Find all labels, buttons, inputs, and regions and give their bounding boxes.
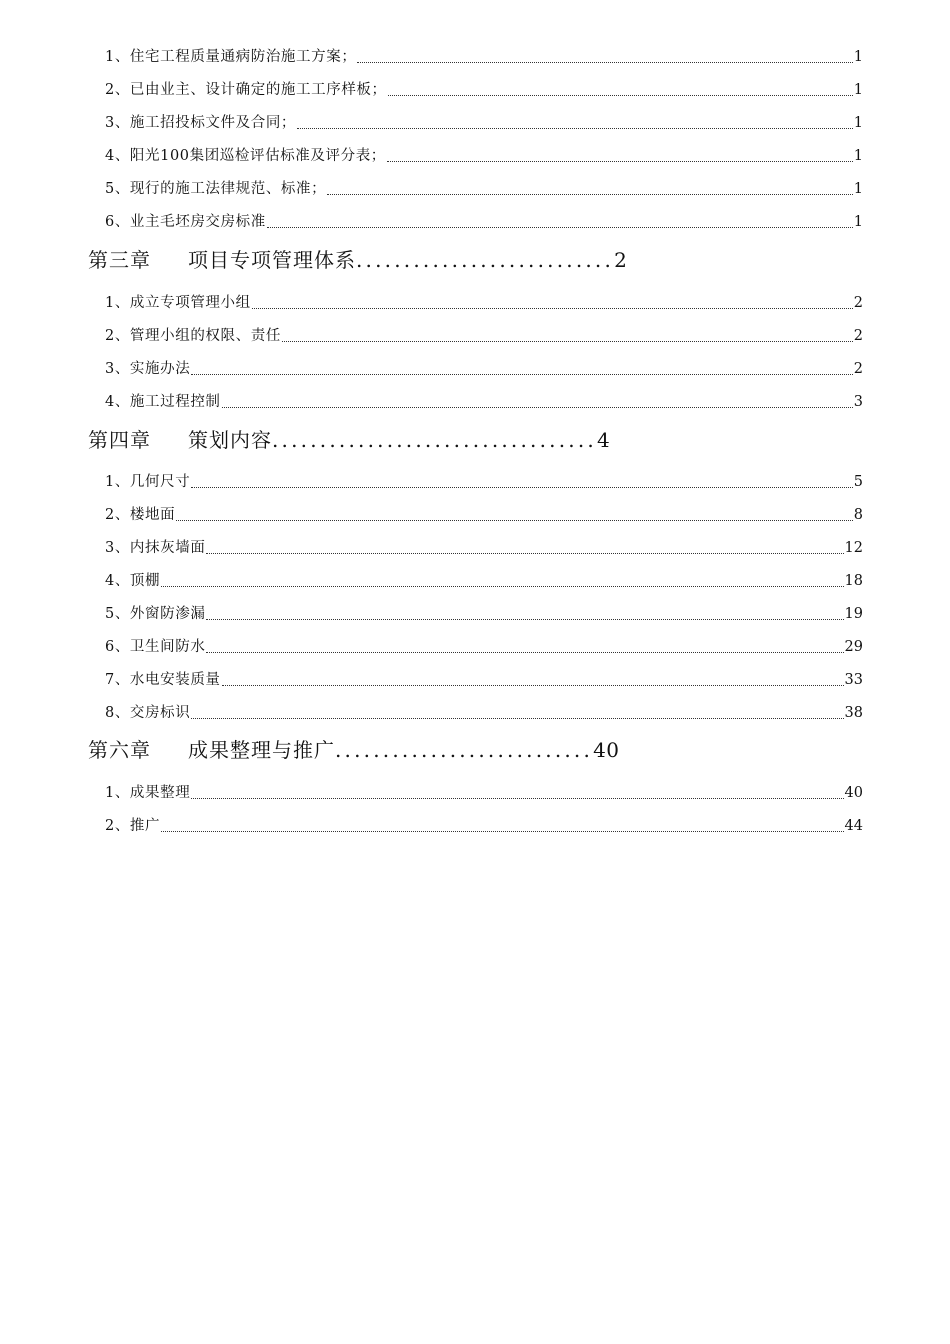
dot-leader	[297, 128, 853, 129]
toc-entry-page: 2	[853, 295, 863, 311]
toc-entry-label: 1、成立专项管理小组	[105, 295, 251, 311]
toc-entry-page: 19	[844, 606, 863, 622]
toc-entry-page: 29	[844, 639, 863, 655]
dot-leader	[206, 553, 843, 554]
chapter-title: 成果整理与推广	[188, 738, 335, 762]
toc-chapter-3[interactable]	[88, 243, 627, 273]
toc-entry-label: 3、实施办法	[105, 361, 191, 377]
toc-entry-label: 6、卫生间防水	[105, 639, 206, 655]
chapter-number: 第六章	[88, 738, 151, 762]
toc-entry-page: 5	[853, 474, 863, 490]
toc-entry[interactable]	[105, 779, 863, 803]
dot-leader	[357, 62, 852, 63]
chapter-page: 4	[596, 428, 611, 452]
toc-entry-label: 1、住宅工程质量通病防治施工方案；	[105, 49, 357, 65]
toc-entry[interactable]	[105, 388, 863, 412]
toc-entry-page: 2	[853, 361, 863, 377]
toc-entry-page: 1	[853, 148, 863, 164]
dot-leader	[176, 520, 853, 521]
dot-leader	[191, 374, 852, 375]
toc-entry-page: 1	[853, 115, 863, 131]
toc-entry-page: 1	[853, 49, 863, 65]
toc-entry[interactable]	[105, 142, 863, 166]
toc-entry-label: 2、推广	[105, 818, 161, 834]
chapter-number: 第三章	[88, 248, 151, 272]
toc-entry-label: 4、施工过程控制	[105, 394, 221, 410]
toc-entry[interactable]	[105, 322, 863, 346]
toc-entry-label: 8、交房标识	[105, 705, 191, 721]
dot-leader: ...........................	[356, 248, 615, 272]
dot-leader	[252, 308, 853, 309]
toc-entry-label: 3、施工招投标文件及合同；	[105, 115, 297, 131]
toc-entry-label: 2、楼地面	[105, 507, 176, 523]
toc-entry-label: 5、外窗防渗漏	[105, 606, 206, 622]
toc-entry-page: 12	[844, 540, 863, 556]
toc-entry[interactable]	[105, 468, 863, 492]
toc-entry[interactable]	[105, 43, 863, 67]
toc-entry-label: 5、现行的施工法律规范、标准；	[105, 181, 327, 197]
dot-leader	[222, 685, 844, 686]
chapter-page: 2	[614, 248, 628, 272]
dot-leader	[267, 227, 853, 228]
toc-entry[interactable]	[105, 109, 863, 133]
toc-entry-page: 1	[853, 181, 863, 197]
toc-entry-page: 3	[853, 394, 863, 410]
toc-entry-page: 8	[853, 507, 863, 523]
toc-entry-page: 44	[844, 818, 863, 834]
dot-leader	[222, 407, 853, 408]
toc-entry-label: 1、成果整理	[105, 785, 191, 801]
toc-entry[interactable]	[105, 567, 863, 591]
toc-entry-label: 2、已由业主、设计确定的施工工序样板；	[105, 82, 387, 98]
dot-leader	[191, 487, 852, 488]
toc-entry-label: 6、业主毛坯房交房标准	[105, 214, 266, 230]
toc-entry[interactable]	[105, 633, 863, 657]
toc-entry[interactable]	[105, 812, 863, 836]
toc-entry[interactable]	[105, 175, 863, 199]
toc-entry-label: 4、阳光100集团巡检评估标准及评分表；	[105, 148, 386, 164]
dot-leader	[161, 586, 843, 587]
toc-entry-page: 2	[853, 328, 863, 344]
dot-leader	[191, 798, 843, 799]
dot-leader	[161, 831, 843, 832]
toc-entry-page: 33	[844, 672, 863, 688]
chapter-number: 第四章	[88, 428, 151, 452]
toc-entry[interactable]	[105, 534, 863, 558]
dot-leader	[387, 161, 853, 162]
toc-entry-page: 1	[853, 82, 863, 98]
toc-entry[interactable]	[105, 600, 863, 624]
dot-leader	[206, 652, 843, 653]
chapter-title: 策划内容	[188, 428, 272, 452]
toc-entry-page: 38	[844, 705, 863, 721]
chapter-page: 40	[593, 738, 620, 762]
toc-entry-page: 40	[844, 785, 863, 801]
toc-entry[interactable]	[105, 501, 863, 525]
dot-leader	[282, 341, 853, 342]
toc-chapter-6[interactable]	[88, 733, 620, 763]
toc-entry-label: 7、水电安装质量	[105, 672, 221, 688]
chapter-title: 项目专项管理体系	[188, 248, 356, 272]
toc-entry[interactable]	[105, 355, 863, 379]
dot-leader	[388, 95, 853, 96]
toc-entry[interactable]	[105, 289, 863, 313]
toc-entry-label: 2、管理小组的权限、责任	[105, 328, 281, 344]
dot-leader	[191, 718, 843, 719]
toc-entry[interactable]	[105, 76, 863, 100]
toc-entry-label: 1、几何尺寸	[105, 474, 191, 490]
dot-leader: ..................................	[272, 428, 597, 452]
toc-entry-page: 1	[853, 214, 863, 230]
toc-chapter-4[interactable]	[88, 423, 610, 453]
toc-entry[interactable]	[105, 666, 863, 690]
toc-entry[interactable]	[105, 208, 863, 232]
toc-entry[interactable]	[105, 699, 863, 723]
dot-leader	[206, 619, 843, 620]
dot-leader	[327, 194, 853, 195]
dot-leader: ...........................	[335, 738, 594, 762]
toc-entry-label: 4、顶棚	[105, 573, 161, 589]
toc-entry-page: 18	[844, 573, 863, 589]
toc-entry-label: 3、内抹灰墙面	[105, 540, 206, 556]
